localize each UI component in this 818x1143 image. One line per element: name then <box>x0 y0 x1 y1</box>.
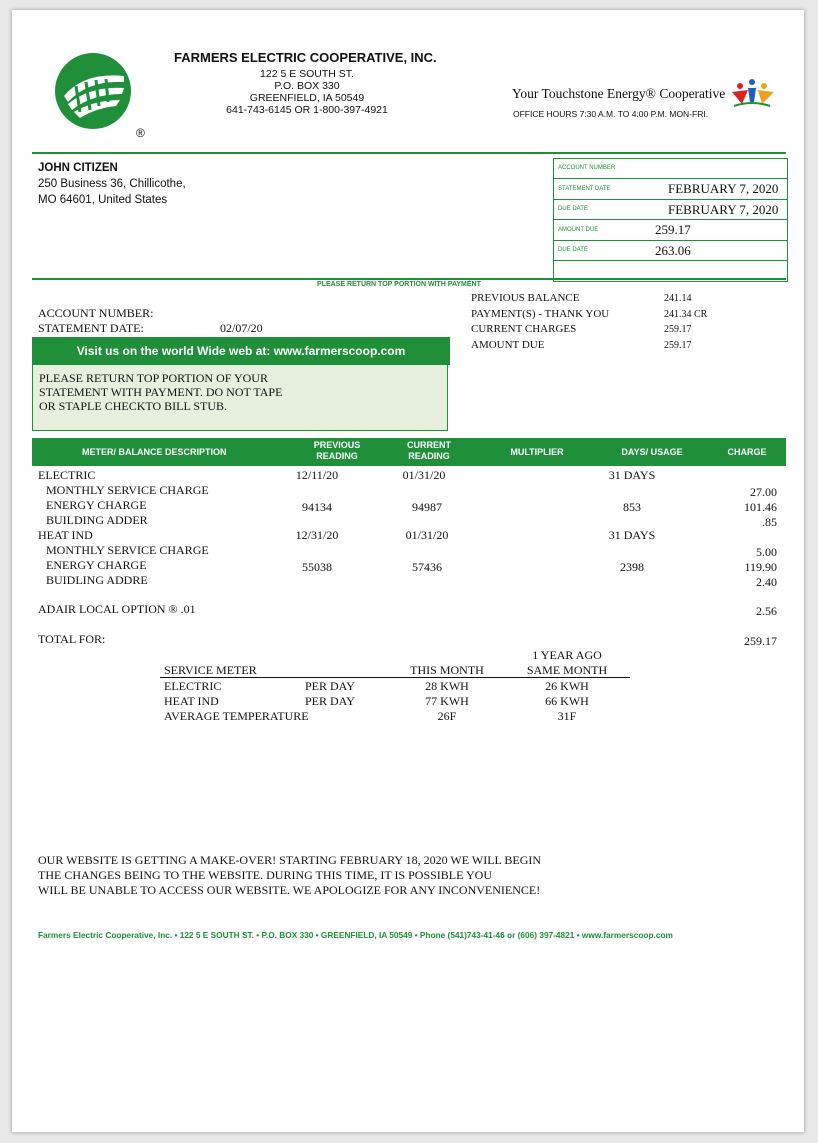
customer-name: JOHN CITIZEN <box>38 162 118 174</box>
charge-row-label: BUIDLING ADDRE <box>46 573 148 587</box>
header-multiplier: MULTIPLIER <box>510 447 564 457</box>
charge-row-curr: 57436 <box>412 560 442 574</box>
charge-row-label: MONTHLY SERVICE CHARGE <box>46 543 209 557</box>
return-text-2: STATEMENT WITH PAYMENT. DO NOT TAPE <box>39 385 283 399</box>
electric-curr-date: 01/31/20 <box>402 468 446 482</box>
office-hours: OFFICE HOURS 7:30 A.M. TO 4:00 P.M. MON-FRI. <box>513 109 709 119</box>
usage-meter: AVERAGE TEMPERATURE <box>164 709 309 723</box>
col-this-month: THIS MONTH <box>410 663 484 677</box>
col-same-month: SAME MONTH <box>526 663 608 677</box>
header-charge: CHARGE <box>727 447 767 457</box>
return-instructions <box>32 365 448 431</box>
touchstone-logo <box>728 76 776 110</box>
summary-label: PREVIOUS BALANCE <box>471 292 580 304</box>
return-text-3: OR STAPLE CHECKTO BILL STUB. <box>39 399 228 413</box>
header-current-2: READING <box>408 451 450 461</box>
statement-date-label: STATEMENT DATE <box>558 185 611 192</box>
usage-meter: ELECTRIC <box>164 679 222 693</box>
charge-row-usage: 2398 <box>620 560 644 574</box>
late-due-date-label: DUE DATE <box>558 247 588 253</box>
company-name: FARMERS ELECTRIC COOPERATIVE, INC. <box>174 50 437 65</box>
customer-address-1: 250 Business 36, Chillicothe, <box>38 178 186 190</box>
coop-logo <box>54 52 132 130</box>
footer: Farmers Electric Cooperative, Inc. • 122 5 E SOUTH ST. • P.O. BOX 330 • GREENFIELD, IA 50549 • Phone (541)743-41-46 or (606) 397-4821 • www.farmerscoop.com <box>38 930 673 940</box>
amount-due-label: AMOUNT DUE <box>558 226 599 233</box>
due-date-value: FEBRUARY 7, 2020 <box>668 201 779 217</box>
charge-row-prev: 55038 <box>302 560 332 574</box>
charge-row-prev: 94134 <box>302 500 332 514</box>
notice-line-3: WILL BE UNABLE TO ACCESS OUR WEBSITE. WE APOLOGIZE FOR ANY INCONVENIENCE! <box>38 883 541 897</box>
charge-row-amount: 119.90 <box>744 560 777 574</box>
company-street: 122 5 E SOUTH ST. <box>260 68 354 80</box>
header-previous-2: READING <box>316 451 358 461</box>
charge-row-curr: 94987 <box>412 500 442 514</box>
customer-address-2: MO 64601, United States <box>38 194 168 206</box>
company-city: GREENFIELD, IA 50549 <box>249 92 365 104</box>
usage-year: 66 KWH <box>545 694 589 708</box>
heat-prev-date: 12/31/20 <box>295 528 339 542</box>
company-pobox: P.O. BOX 330 <box>274 80 340 92</box>
website-notice <box>38 853 541 898</box>
return-note: PLEASE RETURN TOP PORTION WITH PAYMENT <box>317 281 481 288</box>
usage-unit: PER DAY <box>305 694 355 708</box>
charges-table-header <box>32 438 786 466</box>
stub-account-number-label: ACCOUNT NUMBER: <box>38 306 154 320</box>
electric-days: 31 DAYS <box>608 468 656 482</box>
stub-statement-date: 02/07/20 <box>220 321 263 335</box>
charge-row-label: ENERGY CHARGE <box>46 558 147 572</box>
touchstone-tagline: Your Touchstone Energy® Cooperative <box>512 86 726 101</box>
return-text-1: PLEASE RETURN TOP PORTION OF YOUR <box>39 371 268 385</box>
usage-this: 77 KWH <box>425 694 469 708</box>
heat-curr-date: 01/31/20 <box>405 528 449 542</box>
company-phone: 641-743-6145 OR 1-800-397-4921 <box>226 104 388 116</box>
due-date-label: DUE DATE <box>558 206 588 212</box>
electric-prev-date: 12/11/20 <box>295 468 339 482</box>
charge-row-label: MONTHLY SERVICE CHARGE <box>46 483 209 497</box>
col-service-meter: SERVICE METER <box>164 663 257 677</box>
usage-divider <box>160 677 630 678</box>
amount-due-value: 259.17 <box>655 222 691 237</box>
account-number-label: ACCOUNT NUMBER <box>558 165 616 171</box>
usage-year: 31F <box>557 709 577 723</box>
adair-value: 2.56 <box>756 604 777 618</box>
stub-statement-date-label: STATEMENT DATE: <box>38 321 144 335</box>
stub-divider <box>32 278 786 280</box>
usage-this: 28 KWH <box>425 679 469 693</box>
statement-date-value: FEBRUARY 7, 2020 <box>668 181 779 196</box>
heat-days: 31 DAYS <box>608 528 656 542</box>
bill-page <box>12 10 804 1132</box>
usage-meter: HEAT IND <box>164 694 219 708</box>
header-previous-1: PREVIOUS <box>313 440 361 450</box>
summary-value: 241.14 <box>664 293 692 304</box>
registered-mark: ® <box>136 126 145 140</box>
header-description: METER/ BALANCE DESCRIPTION <box>82 447 227 457</box>
electric-label: ELECTRIC <box>38 468 96 482</box>
charge-row-amount: 27.00 <box>750 485 777 499</box>
charge-row-label: BUILDING ADDER <box>46 513 148 527</box>
charge-row-amount: .85 <box>762 515 777 529</box>
total-value: 259.17 <box>744 634 777 648</box>
summary-value: 259.17 <box>664 339 692 351</box>
usage-unit: PER DAY <box>305 679 355 693</box>
usage-year: 26 KWH <box>545 679 589 693</box>
charge-row-amount: 5.00 <box>756 545 777 559</box>
header-divider <box>32 152 786 154</box>
web-banner: Visit us on the world Wide web at: www.farmerscoop.com <box>32 337 450 365</box>
late-amount-value: 263.06 <box>655 242 691 258</box>
charge-row-amount: 2.40 <box>756 575 777 589</box>
header-current-1: CURRENT <box>407 440 451 450</box>
charge-row-label: ENERGY CHARGE <box>46 498 147 512</box>
summary-value: 259.17 <box>664 324 692 335</box>
summary-label: CURRENT CHARGES <box>471 323 577 335</box>
summary-label: AMOUNT DUE <box>471 338 545 351</box>
charge-row-amount: 101.46 <box>744 500 777 514</box>
total-label: TOTAL FOR: <box>38 632 106 646</box>
header-days: DAYS/ USAGE <box>621 447 683 457</box>
heat-label: HEAT IND <box>38 528 93 542</box>
charge-row-usage: 853 <box>623 500 641 514</box>
adair-label: ADAIR LOCAL OPTION ® .01 <box>38 602 196 616</box>
account-box <box>553 158 788 282</box>
usage-this: 26F <box>437 709 457 723</box>
summary-label: PAYMENT(S) - THANK YOU <box>471 307 610 320</box>
notice-line-1: OUR WEBSITE IS GETTING A MAKE-OVER! STARTING FEBRUARY 18, 2020 WE WILL BEGIN <box>38 853 542 867</box>
year-ago-header: 1 YEAR AGO <box>532 648 602 662</box>
notice-line-2: THE CHANGES BEING TO THE WEBSITE. DURING THIS TIME, IT IS POSSIBLE YOU <box>38 868 493 882</box>
summary-value: 241.34 CR <box>664 308 708 320</box>
balance-summary <box>471 291 707 353</box>
